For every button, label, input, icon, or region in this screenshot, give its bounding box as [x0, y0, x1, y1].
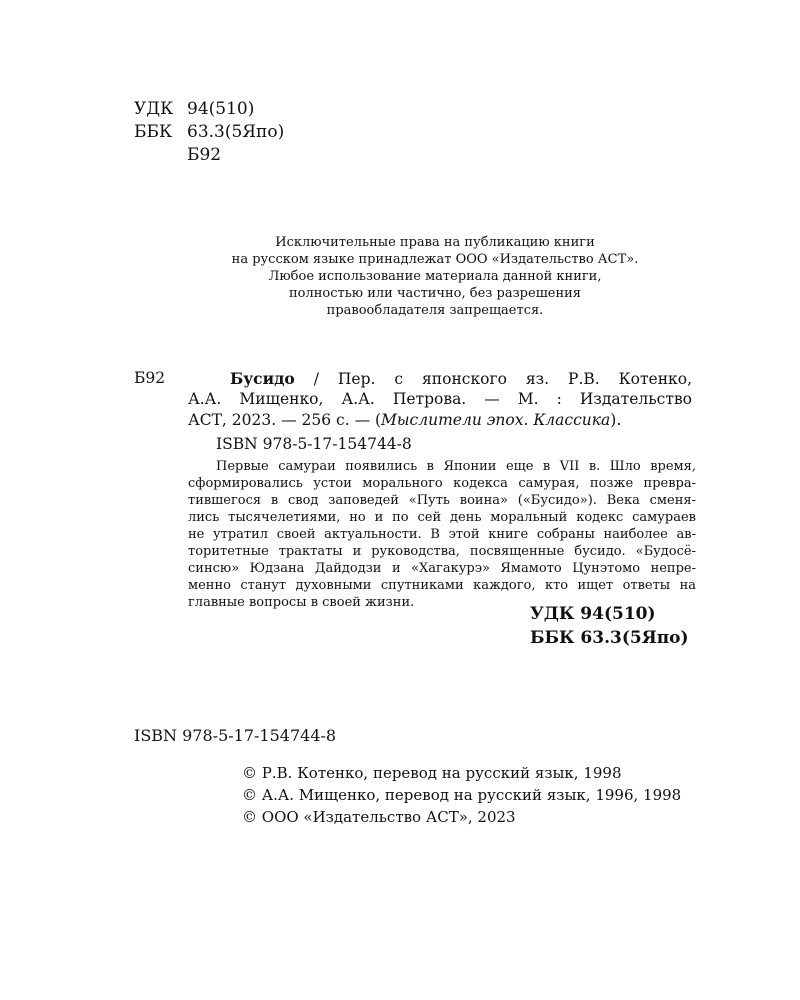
abstract-line: главные вопросы в своей жизни. — [188, 595, 415, 610]
author-mark-top: Б92 — [187, 145, 222, 165]
rights-line: Любое использование материала данной книги, — [268, 269, 602, 284]
rights-line: на русском языке принадлежат ООО «Издательство АСТ». — [231, 252, 639, 267]
book-title: Бусидо — [230, 369, 295, 388]
udk-value: 94(510) — [187, 99, 255, 119]
abstract — [188, 458, 696, 611]
abstract-line: не утратил своей актуальности. В этой книге собраны наиболее ав- — [188, 527, 696, 542]
abstract-line: тившегося в свод заповедей «Путь воина» («Бусидо»). Века сменя- — [188, 493, 696, 508]
rights-line: правообладателя запрещается. — [326, 303, 544, 318]
udk-line — [134, 98, 254, 121]
bib-line-1-rest: / Пер. с японского яз. Р.В. Котенко, — [294, 370, 692, 388]
bib-line-3-prefix: АСТ, 2023. — 256 с. — ( — [188, 411, 382, 429]
isbn-bottom: ISBN 978-5-17-154744-8 — [134, 726, 337, 745]
bib-line-1 — [230, 368, 692, 390]
abstract-line: синсю» Юдзана Дайдодзи и «Хагакурэ» Ямамото Цунэтомо непре- — [188, 561, 696, 576]
abstract-line: Первые самураи появились в Японии еще в VII в. Шло время, — [216, 459, 696, 474]
author-mark-bib: Б92 — [134, 369, 166, 387]
bbk-label: ББК — [134, 122, 173, 142]
bbk-bottom: ББК 63.3(5Япо) — [530, 628, 689, 648]
rights-line: Исключительные права на публикацию книги — [275, 235, 595, 250]
bib-line-3-suffix: ). — [610, 411, 622, 429]
udk-bottom: УДК 94(510) — [530, 604, 656, 624]
rights-notice — [200, 234, 670, 319]
copyright-line: © Р.В. Котенко, перевод на русский язык, 1998 — [242, 764, 622, 782]
copyright-line: © А.А. Мищенко, перевод на русский язык, 1996, 1998 — [242, 786, 682, 804]
bbk-line — [134, 121, 284, 144]
series-name: Мыслители эпох. Классика — [381, 411, 611, 429]
isbn-bib: ISBN 978-5-17-154744-8 — [216, 435, 412, 453]
abstract-line: менно станут духовными спутниками каждого, кто ищет ответы на — [188, 578, 696, 593]
udk-label: УДК — [134, 99, 174, 119]
abstract-line: сформировались устои морального кодекса самурая, позже превра- — [188, 476, 696, 491]
bib-line-2: А.А. Мищенко, А.А. Петрова. — М. : Издательство — [188, 390, 692, 408]
bbk-value: 63.3(5Япо) — [187, 122, 285, 142]
bib-line-3 — [188, 410, 621, 431]
abstract-line: торитетные трактаты и руководства, посвященные бусидо. «Будосё- — [188, 544, 696, 559]
rights-line: полностью или частично, без разрешения — [288, 286, 582, 301]
copyright-line: © ООО «Издательство АСТ», 2023 — [242, 808, 516, 826]
abstract-line: лись тысячелетиями, но и по сей день моральный кодекс самураев — [188, 510, 696, 525]
